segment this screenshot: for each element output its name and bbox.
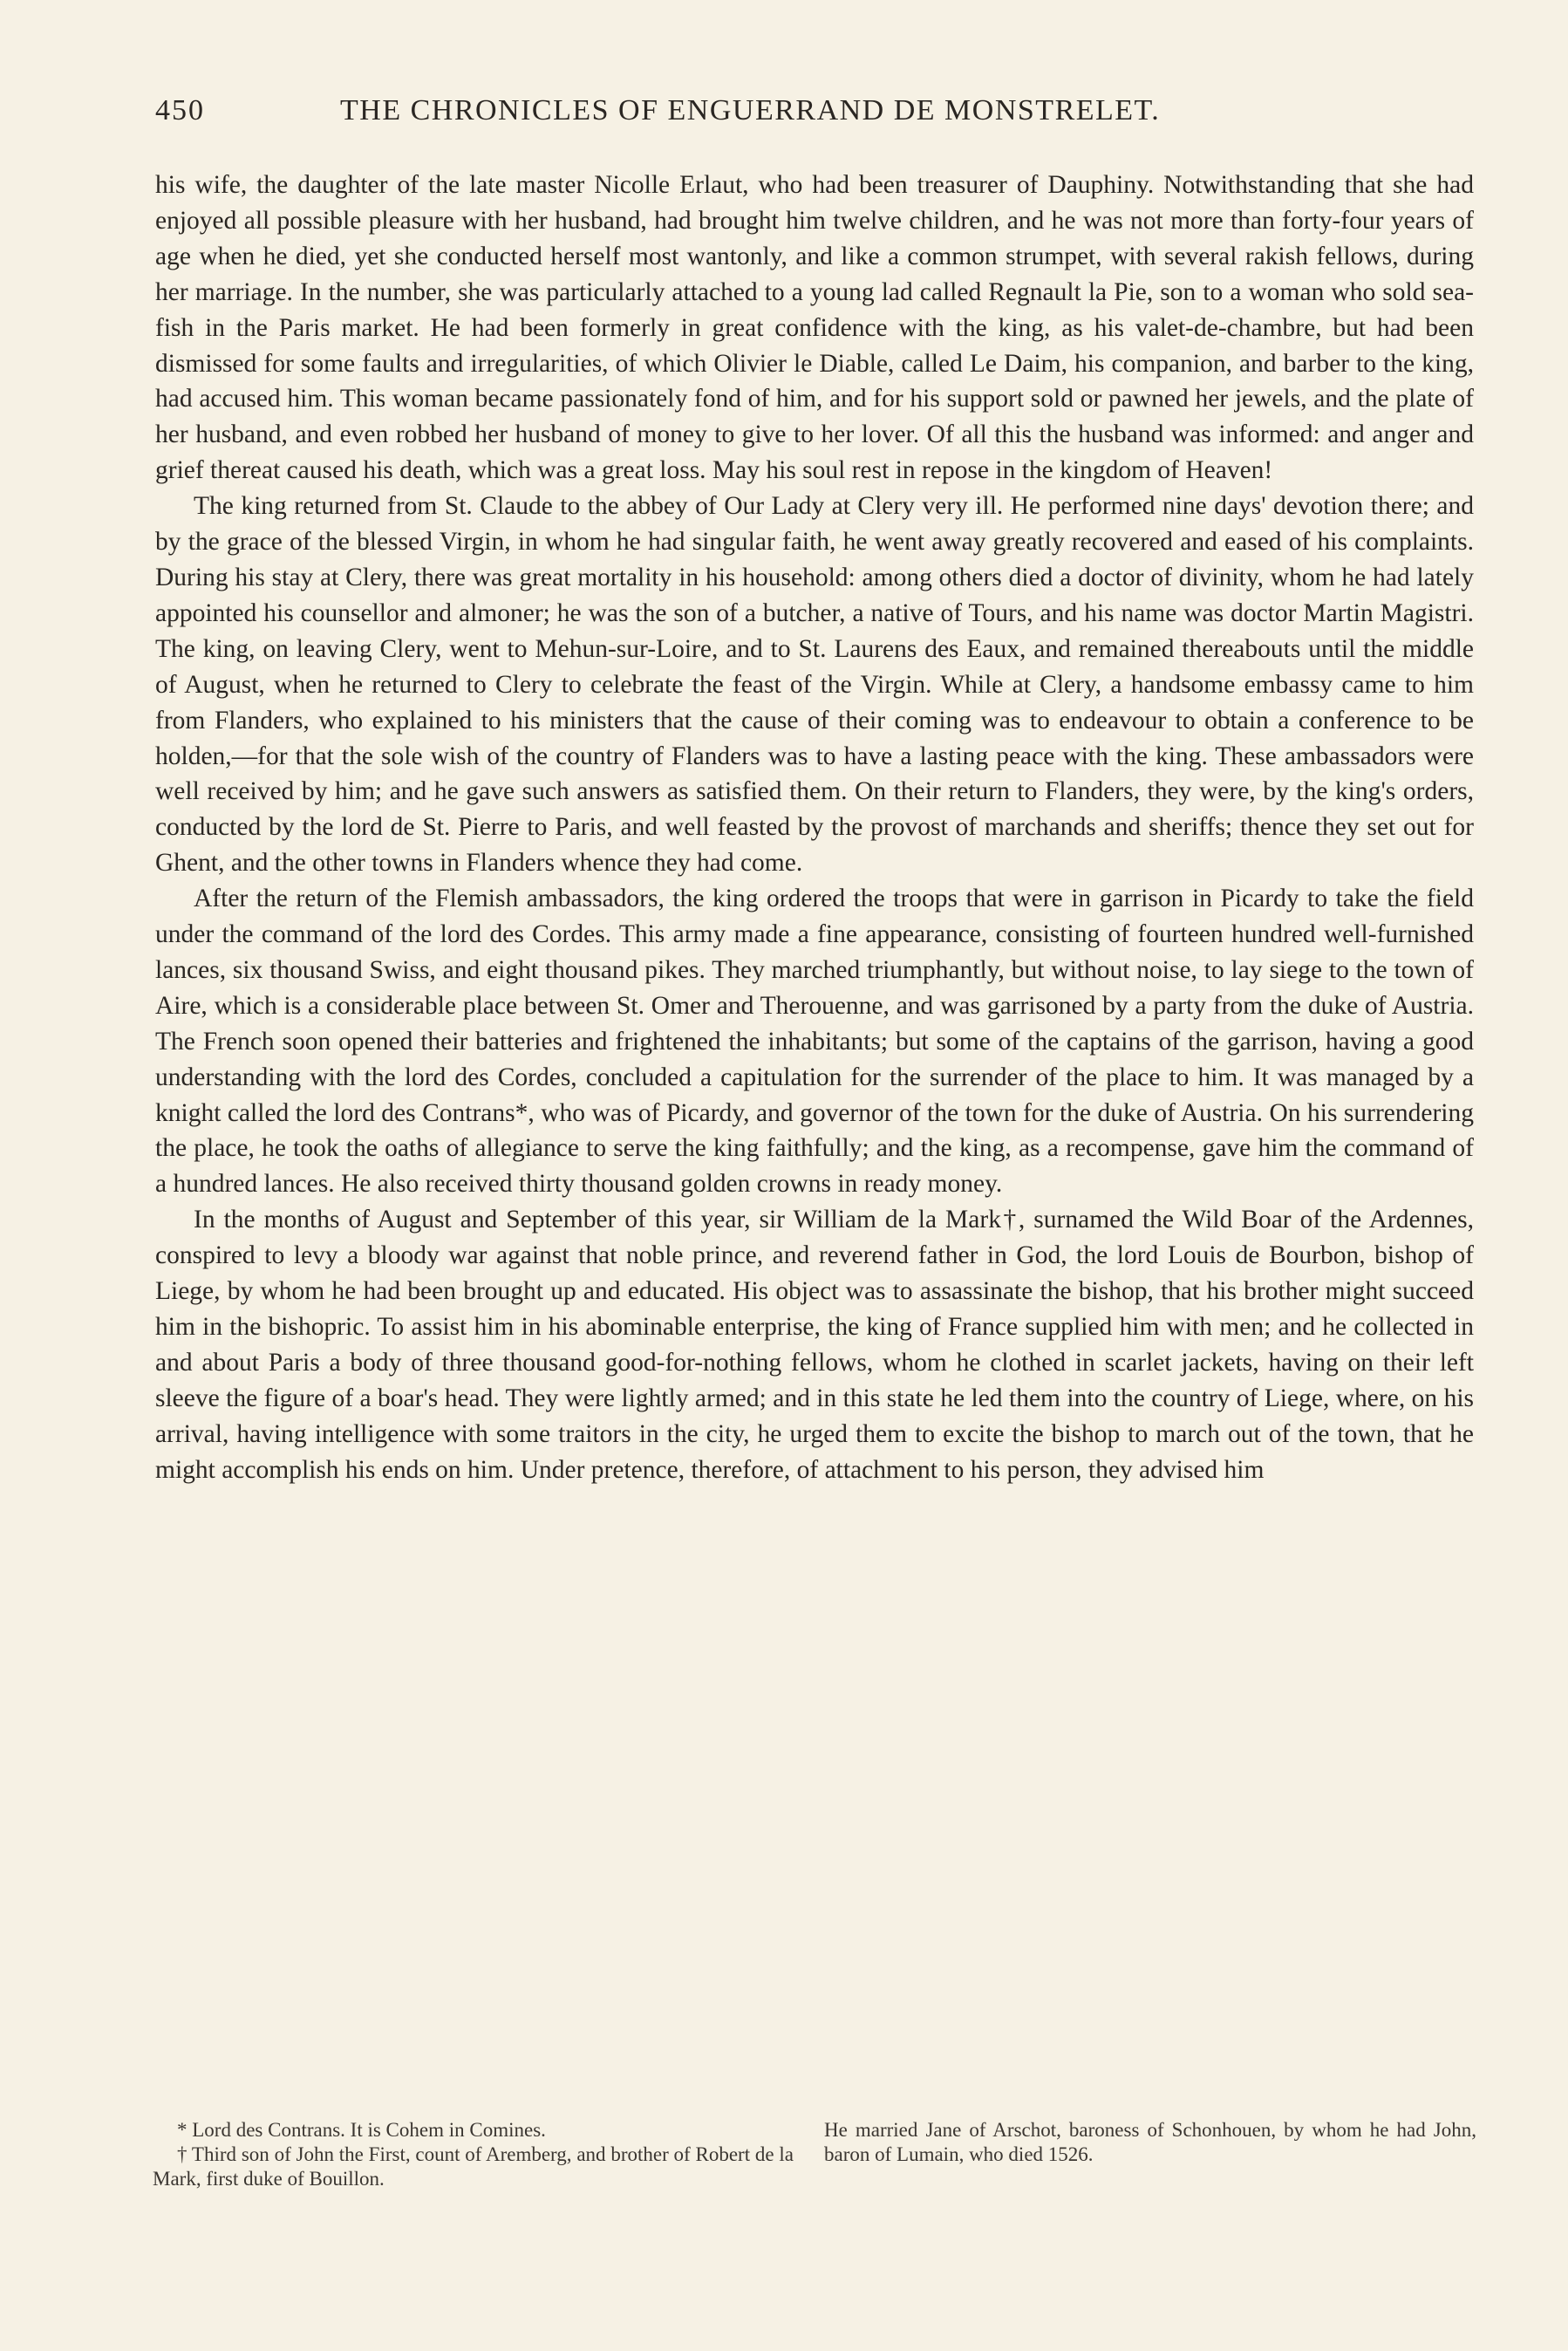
paragraph-siege-of-aire: After the return of the Flemish ambassadors, the king ordered the troops that were in garrison in Picardy to take the field under the command of the lord des Cordes. This army made a fine appearance, consisting of fourteen hundred well-furnished lances, six thousand Swiss, and eight thousand pikes. They marched triumphantly, but without noise, to lay siege to the town of Aire, which is a considerable place between St. Omer and Therouenne, and was garrisoned by a party from the duke of Austria. The French soon opened their batteries and frightened the inhabitants; but some of the captains of the garrison, having a good understanding with the lord des Cordes, concluded a capitulation for the surrender of the place to him. It was managed by a knight called the lord des Contrans*, who was of Picardy, and governor of the town for the duke of Austria. On his surrendering the place, he took the oaths of allegiance to serve the king faithfully; and the king, as a recompense, gave him the command of a hundred lances. He also received thirty thousand golden crowns in ready money. — [155, 885, 1474, 1199]
paragraph-william-de-la-mark: In the months of August and September of this year, sir William de la Mark†, surnamed the Wild Boar of the Ardennes, conspired to levy a bloody war against that noble prince, and reverend father in God, the lord Louis de Bourbon, bishop of Liege, by whom he had been brought up and educated. His object was to assassinate the bishop, that his brother might succeed him in the bishopric. To assist him in his abominable enterprise, the king of France supplied him with men; and he collected in and about Paris a body of three thousand good-for-nothing fellows, whom he clothed in scarlet jackets, having on their left sleeve the figure of a boar's head. They were lightly armed; and in this state he led them into the country of Liege, where, on his arrival, having intelligence with some traitors in the city, he urged them to excite the bishop to march out of the town, that he might accomplish his ends on him. Under pretence, therefore, of attachment to his person, they advised him — [155, 1206, 1474, 1484]
paragraph-continued: his wife, the daughter of the late master Nicolle Erlaut, who had been treasurer of Dauphiny. Notwithstanding that she had enjoyed all possible pleasure with her husband, had brought him twelve children, and he was not more than forty-four years of age when he died, yet she conducted herself most wantonly, and like a common strumpet, with several rakish fellows, during her marriage. In the number, she was particularly attached to a young lad called Regnault la Pie, son to a woman who sold sea-fish in the Paris market. He had been formerly in great confidence with the king, as his valet-de-chambre, but had been dismissed for some faults and irregularities, of which Olivier le Diable, called Le Daim, his companion, and barber to the king, had accused him. This woman became passionately fond of him, and for his support sold or pawned her jewels, and the plate of her husband, and even robbed her husband of money to give to her lover. Of all this the husband was informed: and anger and grief thereat caused his death, which was a great loss. May his soul rest in repose in the kingdom of Heaven! — [155, 171, 1474, 485]
footnote-william-de-la-mark-continued: He married Jane of Arschot, baroness of Schonhouen, by whom he had John, baron of Lumain, who died 1526. — [824, 2119, 1476, 2165]
footnotes-left-column — [153, 2118, 794, 2191]
footnote-contrans: * Lord des Contrans. It is Cohem in Comines. — [177, 2119, 546, 2141]
body-text — [155, 167, 1474, 1488]
page-number: 450 — [155, 94, 205, 126]
footnotes-right-column — [824, 2118, 1476, 2167]
footnote-william-de-la-mark: † Third son of John the First, count of Aremberg, and brother of Robert de la Mark, first duke of Bouillon. — [153, 2143, 794, 2190]
running-head — [155, 90, 1476, 132]
paragraph-king-returns-clery: The king returned from St. Claude to the abbey of Our Lady at Clery very ill. He performed nine days' devotion there; and by the grace of the blessed Virgin, in whom he had singular faith, he went away greatly recovered and eased of his complaints. During his stay at Clery, there was great mortality in his household: among others died a doctor of divinity, whom he had lately appointed his counsellor and almoner; he was the son of a butcher, a native of Tours, and his name was doctor Martin Magistri. The king, on leaving Clery, went to Mehun-sur-Loire, and to St. Laurens des Eaux, and remained thereabouts until the middle of August, when he returned to Clery to celebrate the feast of the Virgin. While at Clery, a handsome embassy came to him from Flanders, who explained to his ministers that the cause of their coming was to endeavour to obtain a conference to be holden,—for that the sole wish of the country of Flanders was to have a lasting peace with the king. These ambassadors were well received by him; and he gave such answers as satisfied them. On their return to Flanders, they were, by the king's orders, conducted by the lord de St. Pierre to Paris, and well feasted by the provost of marchands and sheriffs; thence they set out for Ghent, and the other towns in Flanders whence they had come. — [155, 492, 1474, 878]
running-title: THE CHRONICLES OF ENGUERRAND DE MONSTRELET. — [340, 94, 1161, 126]
